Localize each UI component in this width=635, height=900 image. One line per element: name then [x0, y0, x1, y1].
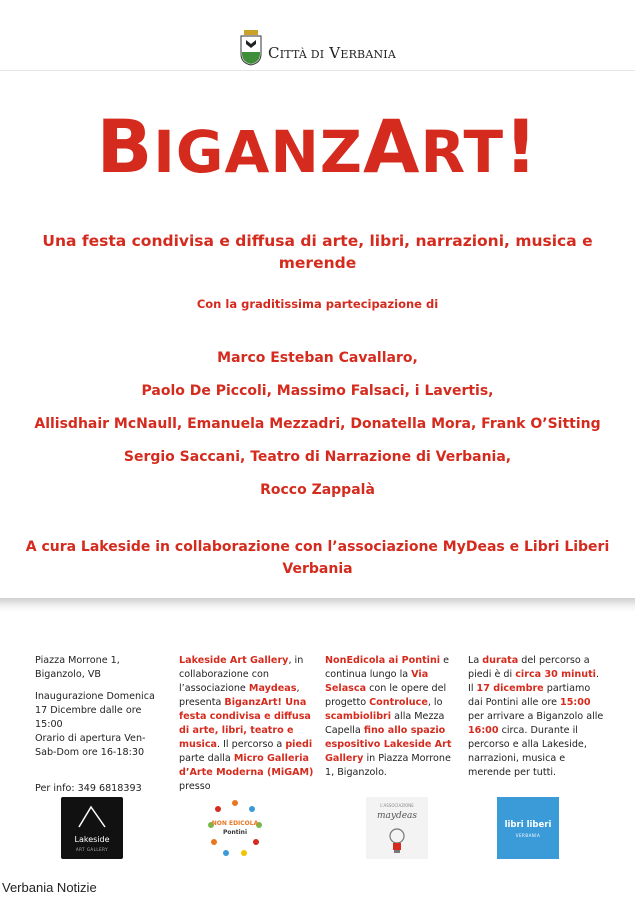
- text-span: scambiolibri: [325, 711, 392, 722]
- contact-info: Per info: 349 6818393: [35, 783, 142, 794]
- lakeside-logo: [61, 797, 123, 859]
- text-span: durata: [482, 655, 519, 666]
- text-span: La: [468, 655, 483, 666]
- text-span: NonEdicola ai Pontini: [325, 655, 441, 666]
- nonedicola-logo-bottom: Pontini: [222, 829, 248, 836]
- guest-line: Sergio Saccani, Teatro di Narrazione di Verbania,: [123, 449, 512, 465]
- title-exclamation: !: [504, 105, 539, 190]
- city-name-rest: ITTÀ DI: [279, 48, 325, 61]
- opening-hours-text: Orario di apertura Ven-Sab-Dom ore 16-18:30: [35, 733, 146, 758]
- header-divider: [0, 70, 635, 71]
- nonedicola-ring-icon: [204, 797, 266, 859]
- text-span: con le opere del progetto: [325, 683, 447, 708]
- info-column: [35, 654, 165, 796]
- text-span: Lakeside Art Gallery: [179, 655, 289, 666]
- text-span: 15:00: [560, 697, 591, 708]
- lakeside-mark-icon: [75, 803, 109, 831]
- text-span: BiganzArt! Una festa condivisa e diffusa di arte, libri, teatro e musica: [179, 697, 311, 750]
- text-span: in Piazza Morrone 1, Biganzolo.: [325, 753, 451, 778]
- text-span: 17 dicembre: [476, 683, 544, 694]
- description-column-1: [179, 654, 315, 794]
- maydeas-logo-name: maydeas: [376, 811, 418, 821]
- text-span: , presenta: [179, 683, 300, 708]
- event-title: [0, 104, 635, 196]
- curated-by: A cura Lakeside in collaborazione con l’associazione MyDeas e Libri Liberi Verbania: [25, 539, 610, 577]
- text-span: , lo: [427, 697, 443, 708]
- text-span: circa 30 minuti: [515, 669, 596, 680]
- guest-line: Marco Esteban Cavallaro,: [217, 350, 418, 366]
- text-span: circa. Durante il percorso e alla Lakeside, narrazioni, musica e merende per tutti.: [468, 725, 587, 778]
- maydeas-logo: [366, 797, 428, 859]
- text-span: Controluce: [369, 697, 428, 708]
- nonedicola-logo-top: NON EDICOLA: [211, 820, 259, 827]
- source-caption: Verbania Notizie: [2, 880, 97, 895]
- inauguration-text: Inaugurazione Domenica 17 Dicembre dalle ore 15:00: [35, 691, 155, 730]
- libri-liberi-logo: [497, 797, 559, 859]
- lakeside-logo-name: Lakeside: [74, 835, 110, 844]
- city-name-rest-2: ERBANIA: [340, 48, 396, 61]
- text-span: presso: [179, 781, 211, 792]
- text-span: Via Selasca: [325, 669, 429, 694]
- city-name-initial: C: [268, 44, 280, 62]
- nonedicola-logo: [204, 797, 266, 859]
- title-smallcaps-2: RT: [420, 118, 505, 186]
- address-line: Piazza Morrone 1,: [35, 655, 120, 666]
- city-name: [268, 44, 396, 62]
- text-span: partiamo dai Pontini alle ore: [468, 683, 591, 708]
- description-column-3: [468, 654, 604, 780]
- header: [0, 0, 635, 75]
- text-span: . Il percorso a: [217, 739, 286, 750]
- text-span: , in collaborazione con l’associazione: [179, 655, 304, 694]
- address-line: Biganzolo, VB: [35, 669, 101, 680]
- city-crest-icon: [238, 30, 264, 66]
- libri-logo-name: libri liberi: [504, 820, 552, 830]
- text-span: alla Mezza Capella: [325, 711, 445, 736]
- libri-logo-sub: VERBANIA: [515, 833, 541, 838]
- text-span: del percorso a piedi è di: [468, 655, 590, 680]
- city-name-initial-2: V: [329, 44, 341, 62]
- text-span: Maydeas: [248, 683, 297, 694]
- title-initial-b: B: [96, 105, 154, 190]
- text-span: Micro Galleria d’Arte Moderna (MiGAM): [179, 753, 314, 778]
- description-column-2: [325, 654, 461, 780]
- text-span: 16:00: [468, 725, 499, 736]
- guest-line: Allisdhair McNaull, Emanuela Mezzadri, Donatella Mora, Frank O’Sitting: [34, 416, 601, 432]
- maydeas-logo-top: L'ASSOCIAZIONE: [380, 803, 414, 808]
- text-span: parte dalla: [179, 753, 234, 764]
- text-span: per arrivare a Biganzolo alle: [468, 711, 604, 722]
- text-span: fino allo spazio espositivo Lakeside Art Gallery: [325, 725, 452, 764]
- text-span: e continua lungo la: [325, 655, 450, 680]
- guest-line: Paolo De Piccoli, Massimo Falsaci, i Lavertis,: [141, 383, 494, 399]
- title-initial-a: A: [362, 105, 421, 190]
- text-span: . Il: [468, 669, 600, 694]
- lakeside-logo-sub: ART GALLERY: [75, 847, 109, 852]
- section-divider: [0, 598, 635, 612]
- participation-intro: Con la graditissima partecipazione di: [196, 297, 439, 311]
- title-smallcaps-1: IGANZ: [153, 118, 363, 186]
- event-subtitle: Una festa condivisa e diffusa di arte, libri, narrazioni, musica e merende: [42, 232, 593, 272]
- lightbulb-icon: [388, 827, 406, 855]
- text-span: piedi: [285, 739, 313, 750]
- guest-line: Rocco Zappalà: [260, 482, 375, 498]
